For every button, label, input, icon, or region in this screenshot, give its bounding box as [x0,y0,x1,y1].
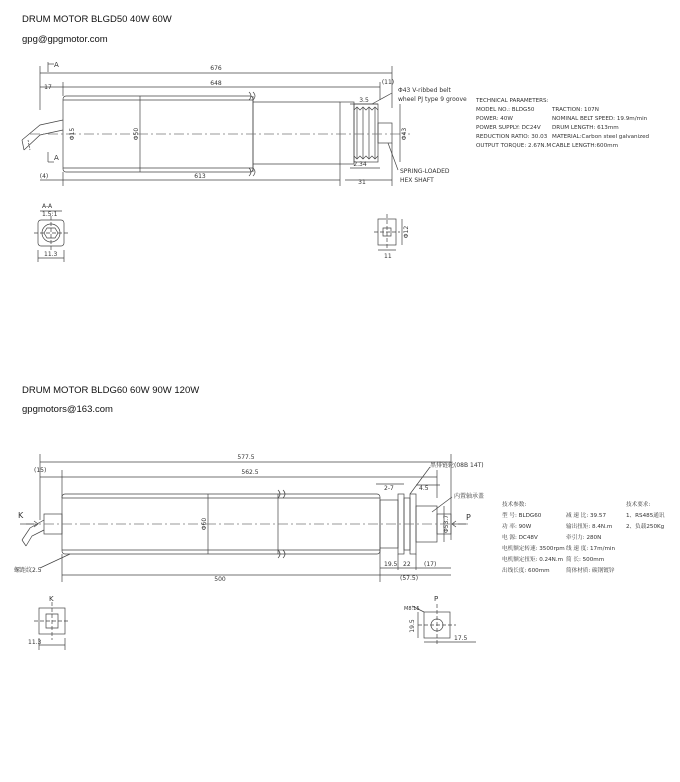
view-p-label: P [434,595,439,603]
param-s1-l2: POWER SUPPLY: DC24V [476,125,541,131]
params-title-s2: 技术参数: [502,502,527,508]
dim-left-bottom-s1: (4) [39,173,49,180]
section-mark-a1: A [54,61,59,69]
param-s2-m3: 线 速 度: 17m/min [566,546,616,552]
param-s1-r4: CABLE LENGTH:600mm [552,143,619,149]
param-s2-m4: 简 长: 500mm [566,557,605,563]
section2-title: DRUM MOTOR BLDG60 60W 90W 120W [22,385,200,396]
dim-right-top-s1: (11) [381,79,395,86]
params-title-s1: TECHNICAL PARAMETERS: [476,98,549,104]
view-aa-dim: 11.3 [44,251,58,258]
param-s2-l1: 功 率: 90W [502,524,532,530]
param-s1-l1: POWER: 40W [476,116,513,122]
view-k-label: K [49,595,54,603]
callout-bearing-s2: 内置轴承盖 [454,493,485,500]
dim-dia-shaft-s1: Φ15 [69,127,76,141]
dim-overall-s2: 577.5 [237,454,255,461]
dim-gap-s1: 3.5 [359,97,369,104]
req-s2-1: 2、负载250Kg [626,524,665,530]
dim-thread-s2: 螺距纹2.5 [14,567,42,574]
view-right-dia: Φ12 [403,225,410,239]
param-s1-r2: DRUM LENGTH: 613mm [552,125,619,131]
callout-pulley-s2: 黑排链轮(08B 14T) [430,462,484,469]
param-s2-m1: 输出扭矩: 8.4N.m [566,524,613,530]
section1-email: gpg@gpgmotor.com [22,34,108,45]
callout-pulley2-s1: wheel PJ type 9 groove [398,96,467,103]
dim-groove-s2: 2-7 [384,485,394,492]
param-s1-l4: OUTPUT TORQUE: 2.67N.M [476,143,552,149]
callout-pulley-s1: Φ43 V-ribbed belt [398,87,451,94]
dim-drum-s2: 500 [214,576,226,583]
param-s1-r3: MATERIAL:Carbon steel galvanized [552,134,650,140]
view-p-m: M8:15 [404,606,420,612]
param-s2-l0: 型 号: BLDG60 [502,513,542,519]
dim-r1-s2: 4.5 [419,485,429,492]
dim-body-s2: 562.5 [241,469,259,476]
dim-b4-s2: (57.5) [400,575,419,582]
param-s1-r0: TRACTION: 107N [552,107,599,113]
section1-title: DRUM MOTOR BLGD50 40W 60W [22,14,172,25]
param-s1-l3: REDUCTION RATIO: 30.03 [476,134,548,140]
mark-k: K [18,511,24,520]
param-s2-m0: 减 速 比: 39.57 [566,513,607,519]
req-s2-0: 1、RS485通讯 [626,513,665,519]
dim-dia-drum-s1: Φ50 [133,127,140,141]
req-title-s2: 技术要求: [626,502,651,508]
param-s1-r1: NOMINAL BELT SPEED: 19.9m/min [552,116,648,122]
dim-dia-drum-s2: Φ60 [201,517,208,531]
section-mark-a2: A [54,154,59,162]
param-s2-l5: 出线长度: 600mm [502,568,550,574]
dim-dia-pulley-s2: Φ53.7 [443,514,450,534]
dim-overall-s1: 676 [210,65,222,72]
param-s2-l4: 电机额定扭矩: 0.24N.m [502,557,564,563]
param-s2-l3: 电机额定转速: 3500rpm [502,546,565,552]
dim-left-s1: 17 [44,84,52,91]
mark-p: P [466,513,471,522]
view-aa-scale: 1.5:1 [42,211,58,218]
param-s2-m2: 牵引力: 280N [566,535,602,541]
view-p-dim2: 17.5 [454,635,468,642]
param-s2-m5: 简体材质: 碳钢镀锌 [566,568,615,574]
dim-drum-s1: 613 [194,173,206,180]
view-right-dim: 11 [384,253,392,260]
dim-b3-s2: (17) [424,561,437,568]
section2-email: gpgmotors@163.com [22,404,113,415]
callout-shaft2-s1: HEX SHAFT [400,177,434,184]
param-s1-l0: MODEL NO.: BLDG50 [476,107,535,113]
view-p-dim1: 19.5 [409,619,416,633]
dim-tail-s1: 31 [358,179,366,186]
dim-body-s1: 648 [210,80,222,87]
dim-left-top-s2: (15) [34,467,47,474]
param-s2-l2: 电 源: DC48V [502,535,538,541]
view-aa-title: A-A [42,203,53,210]
callout-shaft-s1: SPRING-LOADED [400,168,450,175]
view-k-dim: 11.3 [28,639,42,646]
dim-dia-pulley-s1: Φ43 [401,127,408,141]
dim-b1-s2: 19.5 [384,561,398,568]
dim-b2-s2: 22 [403,561,411,568]
dim-small-s1: 2.34 [353,161,367,168]
